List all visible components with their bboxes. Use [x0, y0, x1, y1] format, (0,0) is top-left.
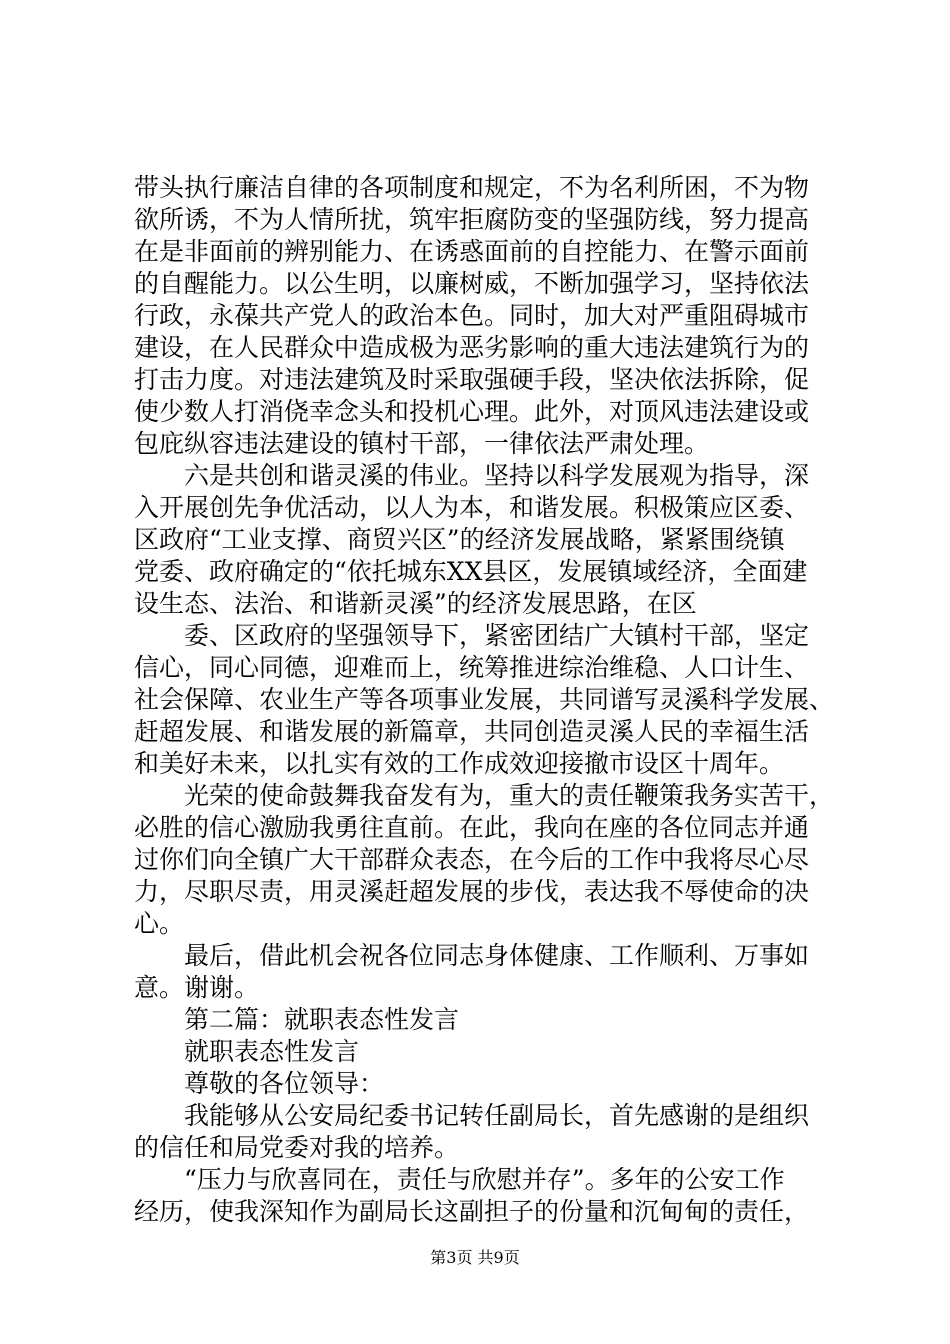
text-line: 党委、政府确定的“依托城东XX县区，发展镇域经济，全面建	[134, 557, 808, 586]
text-line: 社会保障、农业生产等各项事业发展，共同谱写灵溪科学发展、	[134, 685, 835, 714]
text-line: 使少数人打消侥幸念头和投机心理。此外，对顶风违法建设或	[134, 397, 810, 426]
salutation: 尊敬的各位领导：	[184, 1069, 385, 1098]
text-line: 的信任和局党委对我的培养。	[134, 1133, 460, 1162]
text-line: 的自醒能力。以公生明，以廉树威，不断加强学习，坚持依法	[134, 269, 810, 298]
page-number-footer: 第3页 共9页	[430, 1248, 520, 1267]
text-line: 心。	[134, 909, 185, 938]
paragraph-start-line: 六是共创和谐灵溪的伟业。坚持以科学发展观为指导，深	[184, 461, 810, 490]
section-heading: 第二篇：就职表态性发言	[184, 1005, 460, 1034]
text-line: 信心，同心同德，迎难而上，统筹推进综治维稳、人口计生、	[134, 653, 810, 682]
paragraph-start-line: 光荣的使命鼓舞我奋发有为，重大的责任鞭策我务实苦干，	[184, 781, 835, 810]
text-line: 建设，在人民群众中造成极为恶劣影响的重大违法建筑行为的	[134, 333, 810, 362]
text-line: 意。谢谢。	[134, 973, 260, 1002]
paragraph-start-line: 委、区政府的坚强领导下，紧密团结广大镇村干部，坚定	[184, 621, 810, 650]
text-line: 行政，永葆共产党人的政治本色。同时，加大对严重阻碍城市	[134, 301, 810, 330]
text-line: 包庇纵容违法建设的镇村干部，一律依法严肃处理。	[134, 429, 710, 458]
text-line: 区政府“工业支撑、商贸兴区”的经济发展战略，紧紧围绕镇	[134, 525, 785, 554]
text-line: 在是非面前的辨别能力、在诱惑面前的自控能力、在警示面前	[134, 237, 810, 266]
text-line: 必胜的信心激励我勇往直前。在此，我向在座的各位同志并通	[134, 813, 810, 842]
text-line: 赶超发展、和谐发展的新篇章，共同创造灵溪人民的幸福生活	[134, 717, 810, 746]
body-text	[134, 172, 844, 1228]
text-line: 力，尽职尽责，用灵溪赶超发展的步伐，表达我不辱使命的决	[134, 877, 810, 906]
article-title: 就职表态性发言	[184, 1037, 360, 1066]
text-line: 设生态、法治、和谐新灵溪”的经济发展思路，在区	[134, 589, 697, 618]
text-line: 和美好未来，以扎实有效的工作成效迎接撤市设区十周年。	[134, 749, 785, 778]
text-line: 过你们向全镇广大干部群众表态，在今后的工作中我将尽心尽	[134, 845, 810, 874]
text-line: 欲所诱，不为人情所扰，筑牢拒腐防变的坚强防线，努力提高	[134, 205, 810, 234]
text-line: 经历，使我深知作为副局长这副担子的份量和沉甸甸的责任，	[134, 1197, 810, 1226]
text-line: 入开展创先争优活动，以人为本，和谐发展。积极策应区委、	[134, 493, 810, 522]
text-line: 带头执行廉洁自律的各项制度和规定，不为名利所困，不为物	[134, 173, 810, 202]
paragraph-start-line: 最后，借此机会祝各位同志身体健康、工作顺利、万事如	[184, 941, 810, 970]
text-line: 打击力度。对违法建筑及时采取强硬手段，坚决依法拆除，促	[134, 365, 810, 394]
paragraph-start-line: 我能够从公安局纪委书记转任副局长，首先感谢的是组织	[184, 1101, 810, 1130]
paragraph-start-line: “压力与欣喜同在，责任与欣慰并存”。多年的公安工作	[184, 1165, 785, 1194]
